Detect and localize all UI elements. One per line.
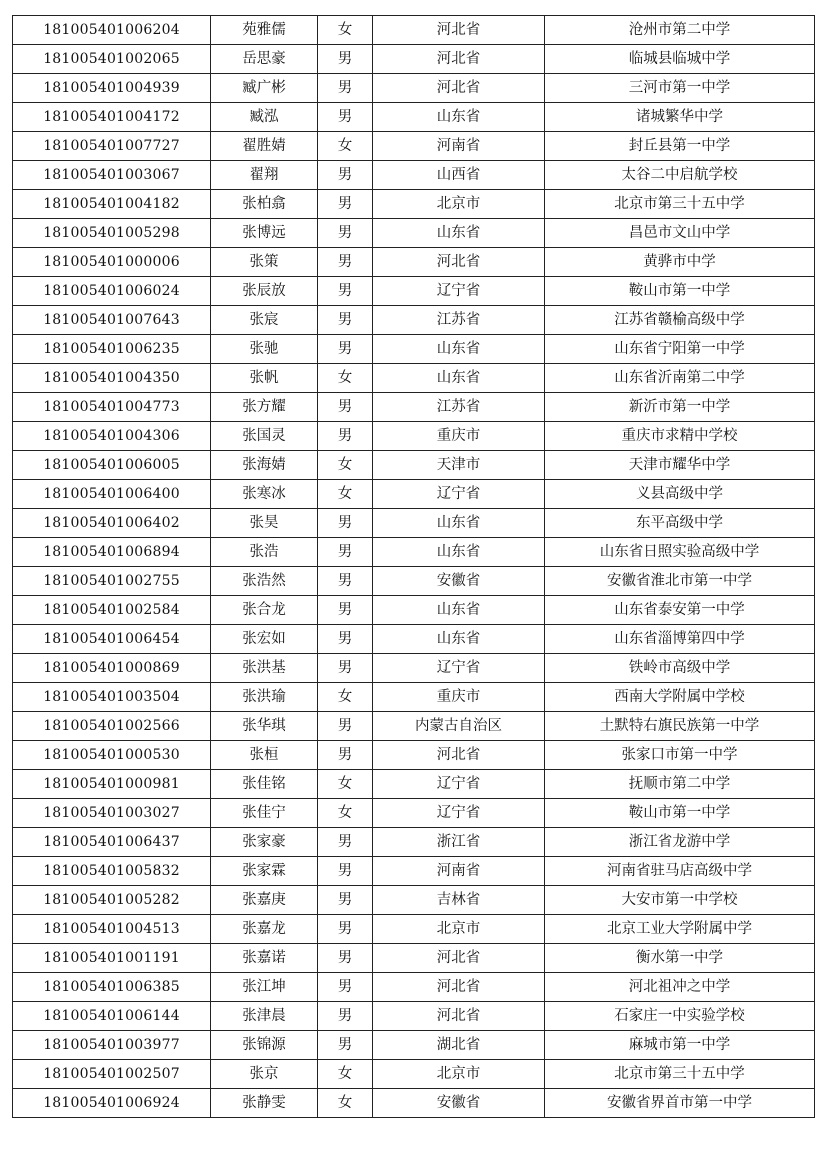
province-cell: 辽宁省 [373, 770, 545, 799]
school-cell: 山东省沂南第二中学 [545, 364, 815, 393]
gender-cell: 男 [318, 596, 373, 625]
gender-cell: 女 [318, 451, 373, 480]
gender-cell: 男 [318, 973, 373, 1002]
province-cell: 江苏省 [373, 393, 545, 422]
student-id-cell: 181005401000869 [13, 654, 211, 683]
student-id-cell: 181005401006005 [13, 451, 211, 480]
table-row [13, 277, 815, 306]
school-cell: 江苏省赣榆高级中学 [545, 306, 815, 335]
student-id-cell: 181005401005832 [13, 857, 211, 886]
student-id-cell: 181005401004172 [13, 103, 211, 132]
student-id-cell: 181005401004513 [13, 915, 211, 944]
school-cell: 土默特右旗民族第一中学 [545, 712, 815, 741]
school-cell: 铁岭市高级中学 [545, 654, 815, 683]
province-cell: 辽宁省 [373, 654, 545, 683]
student-name-cell: 张静雯 [211, 1089, 318, 1118]
gender-cell: 男 [318, 1002, 373, 1031]
table-row [13, 393, 815, 422]
student-name-cell: 张嘉庚 [211, 886, 318, 915]
school-cell: 昌邑市文山中学 [545, 219, 815, 248]
school-cell: 安徽省淮北市第一中学 [545, 567, 815, 596]
student-id-cell: 181005401006454 [13, 625, 211, 654]
school-cell: 三河市第一中学 [545, 74, 815, 103]
gender-cell: 女 [318, 132, 373, 161]
province-cell: 天津市 [373, 451, 545, 480]
student-id-cell: 181005401006924 [13, 1089, 211, 1118]
student-name-cell: 张家霖 [211, 857, 318, 886]
student-name-cell: 岳思豪 [211, 45, 318, 74]
student-name-cell: 张策 [211, 248, 318, 277]
table-row [13, 625, 815, 654]
province-cell: 山东省 [373, 219, 545, 248]
school-cell: 黄骅市中学 [545, 248, 815, 277]
school-cell: 太谷二中启航学校 [545, 161, 815, 190]
province-cell: 安徽省 [373, 1089, 545, 1118]
table-row [13, 1031, 815, 1060]
student-name-cell: 张宏如 [211, 625, 318, 654]
province-cell: 安徽省 [373, 567, 545, 596]
province-cell: 江苏省 [373, 306, 545, 335]
student-id-cell: 181005401007643 [13, 306, 211, 335]
student-name-cell: 张浩 [211, 538, 318, 567]
table-row [13, 161, 815, 190]
table-row [13, 828, 815, 857]
table-row [13, 132, 815, 161]
student-name-cell: 张洪瑜 [211, 683, 318, 712]
school-cell: 西南大学附属中学校 [545, 683, 815, 712]
province-cell: 湖北省 [373, 1031, 545, 1060]
province-cell: 河北省 [373, 741, 545, 770]
province-cell: 河北省 [373, 973, 545, 1002]
gender-cell: 男 [318, 538, 373, 567]
table-row [13, 45, 815, 74]
school-cell: 浙江省龙游中学 [545, 828, 815, 857]
student-id-cell: 181005401000530 [13, 741, 211, 770]
gender-cell: 女 [318, 1060, 373, 1089]
table-row [13, 306, 815, 335]
table-row [13, 915, 815, 944]
school-cell: 鞍山市第一中学 [545, 799, 815, 828]
gender-cell: 男 [318, 103, 373, 132]
student-name-cell: 张家豪 [211, 828, 318, 857]
student-name-cell: 张昊 [211, 509, 318, 538]
table-row [13, 480, 815, 509]
province-cell: 河北省 [373, 944, 545, 973]
table-row [13, 509, 815, 538]
student-id-cell: 181005401006235 [13, 335, 211, 364]
school-cell: 北京市第三十五中学 [545, 190, 815, 219]
school-cell: 安徽省界首市第一中学 [545, 1089, 815, 1118]
school-cell: 重庆市求精中学校 [545, 422, 815, 451]
student-id-cell: 181005401006024 [13, 277, 211, 306]
table-row [13, 567, 815, 596]
table-row [13, 770, 815, 799]
province-cell: 河北省 [373, 74, 545, 103]
province-cell: 北京市 [373, 1060, 545, 1089]
province-cell: 重庆市 [373, 683, 545, 712]
student-id-cell: 181005401003027 [13, 799, 211, 828]
table-row [13, 190, 815, 219]
table-row [13, 596, 815, 625]
school-cell: 山东省日照实验高级中学 [545, 538, 815, 567]
student-id-cell: 181005401002755 [13, 567, 211, 596]
province-cell: 山东省 [373, 103, 545, 132]
gender-cell: 女 [318, 1089, 373, 1118]
gender-cell: 女 [318, 799, 373, 828]
gender-cell: 男 [318, 857, 373, 886]
student-id-cell: 181005401006894 [13, 538, 211, 567]
school-cell: 临城县临城中学 [545, 45, 815, 74]
school-cell: 衡水第一中学 [545, 944, 815, 973]
province-cell: 山西省 [373, 161, 545, 190]
province-cell: 辽宁省 [373, 799, 545, 828]
student-name-cell: 张合龙 [211, 596, 318, 625]
table-row [13, 16, 815, 45]
student-name-cell: 张浩然 [211, 567, 318, 596]
gender-cell: 男 [318, 190, 373, 219]
school-cell: 山东省泰安第一中学 [545, 596, 815, 625]
school-cell: 石家庄一中实验学校 [545, 1002, 815, 1031]
student-id-cell: 181005401002507 [13, 1060, 211, 1089]
gender-cell: 男 [318, 915, 373, 944]
gender-cell: 男 [318, 422, 373, 451]
student-id-cell: 181005401005298 [13, 219, 211, 248]
gender-cell: 女 [318, 480, 373, 509]
gender-cell: 男 [318, 741, 373, 770]
student-name-cell: 翟胜婧 [211, 132, 318, 161]
student-name-cell: 臧广彬 [211, 74, 318, 103]
student-id-cell: 181005401004306 [13, 422, 211, 451]
school-cell: 新沂市第一中学 [545, 393, 815, 422]
student-name-cell: 张嘉龙 [211, 915, 318, 944]
gender-cell: 男 [318, 277, 373, 306]
gender-cell: 男 [318, 654, 373, 683]
school-cell: 封丘县第一中学 [545, 132, 815, 161]
student-id-cell: 181005401004182 [13, 190, 211, 219]
school-cell: 抚顺市第二中学 [545, 770, 815, 799]
student-id-cell: 181005401004939 [13, 74, 211, 103]
school-cell: 麻城市第一中学 [545, 1031, 815, 1060]
student-id-cell: 181005401006385 [13, 973, 211, 1002]
student-id-cell: 181005401004773 [13, 393, 211, 422]
table-row [13, 1089, 815, 1118]
student-id-cell: 181005401006400 [13, 480, 211, 509]
table-row [13, 886, 815, 915]
student-id-cell: 181005401007727 [13, 132, 211, 161]
school-cell: 大安市第一中学校 [545, 886, 815, 915]
table-row [13, 857, 815, 886]
student-id-cell: 181005401006402 [13, 509, 211, 538]
gender-cell: 女 [318, 364, 373, 393]
student-name-cell: 臧泓 [211, 103, 318, 132]
gender-cell: 女 [318, 770, 373, 799]
student-name-cell: 张京 [211, 1060, 318, 1089]
student-name-cell: 张佳铭 [211, 770, 318, 799]
gender-cell: 男 [318, 74, 373, 103]
province-cell: 内蒙古自治区 [373, 712, 545, 741]
table-row [13, 944, 815, 973]
student-id-cell: 181005401004350 [13, 364, 211, 393]
gender-cell: 男 [318, 886, 373, 915]
school-cell: 东平高级中学 [545, 509, 815, 538]
table-row [13, 712, 815, 741]
student-name-cell: 张寒冰 [211, 480, 318, 509]
table-row [13, 799, 815, 828]
province-cell: 河南省 [373, 132, 545, 161]
table-row [13, 103, 815, 132]
province-cell: 山东省 [373, 509, 545, 538]
student-id-cell: 181005401005282 [13, 886, 211, 915]
table-row [13, 1002, 815, 1031]
school-cell: 山东省淄博第四中学 [545, 625, 815, 654]
student-name-cell: 张柏翕 [211, 190, 318, 219]
student-name-cell: 张帆 [211, 364, 318, 393]
table-row [13, 451, 815, 480]
province-cell: 河北省 [373, 248, 545, 277]
school-cell: 天津市耀华中学 [545, 451, 815, 480]
table-row [13, 683, 815, 712]
student-id-cell: 181005401003504 [13, 683, 211, 712]
province-cell: 河北省 [373, 16, 545, 45]
gender-cell: 男 [318, 219, 373, 248]
student-name-cell: 张津晨 [211, 1002, 318, 1031]
table-row [13, 219, 815, 248]
province-cell: 山东省 [373, 335, 545, 364]
province-cell: 山东省 [373, 625, 545, 654]
gender-cell: 男 [318, 828, 373, 857]
province-cell: 河北省 [373, 45, 545, 74]
gender-cell: 男 [318, 1031, 373, 1060]
gender-cell: 男 [318, 45, 373, 74]
school-cell: 义县高级中学 [545, 480, 815, 509]
school-cell: 张家口市第一中学 [545, 741, 815, 770]
student-id-cell: 181005401006437 [13, 828, 211, 857]
student-id-cell: 181005401000981 [13, 770, 211, 799]
province-cell: 河北省 [373, 1002, 545, 1031]
school-cell: 鞍山市第一中学 [545, 277, 815, 306]
gender-cell: 男 [318, 248, 373, 277]
student-id-cell: 181005401001191 [13, 944, 211, 973]
student-name-cell: 张辰放 [211, 277, 318, 306]
student-name-cell: 张江坤 [211, 973, 318, 1002]
table-row [13, 973, 815, 1002]
table-row [13, 654, 815, 683]
student-id-cell: 181005401003977 [13, 1031, 211, 1060]
province-cell: 山东省 [373, 364, 545, 393]
student-name-cell: 张宸 [211, 306, 318, 335]
student-name-cell: 张国灵 [211, 422, 318, 451]
school-cell: 河北祖冲之中学 [545, 973, 815, 1002]
gender-cell: 男 [318, 335, 373, 364]
student-name-cell: 张洪基 [211, 654, 318, 683]
student-name-cell: 张驰 [211, 335, 318, 364]
student-roster-table [12, 15, 815, 1118]
school-cell: 沧州市第二中学 [545, 16, 815, 45]
table-row [13, 248, 815, 277]
student-id-cell: 181005401002584 [13, 596, 211, 625]
student-id-cell: 181005401002065 [13, 45, 211, 74]
province-cell: 山东省 [373, 596, 545, 625]
student-id-cell: 181005401006144 [13, 1002, 211, 1031]
table-row [13, 741, 815, 770]
student-name-cell: 张锦源 [211, 1031, 318, 1060]
province-cell: 吉林省 [373, 886, 545, 915]
gender-cell: 男 [318, 944, 373, 973]
province-cell: 山东省 [373, 538, 545, 567]
student-id-cell: 181005401006204 [13, 16, 211, 45]
gender-cell: 男 [318, 509, 373, 538]
table-row [13, 364, 815, 393]
province-cell: 辽宁省 [373, 480, 545, 509]
table-row [13, 74, 815, 103]
school-cell: 诸城繁华中学 [545, 103, 815, 132]
student-name-cell: 苑雅儒 [211, 16, 318, 45]
student-id-cell: 181005401000006 [13, 248, 211, 277]
table-row [13, 422, 815, 451]
gender-cell: 男 [318, 712, 373, 741]
gender-cell: 男 [318, 567, 373, 596]
student-name-cell: 张方耀 [211, 393, 318, 422]
student-name-cell: 张桓 [211, 741, 318, 770]
table-row [13, 538, 815, 567]
table-row [13, 1060, 815, 1089]
student-name-cell: 张博远 [211, 219, 318, 248]
gender-cell: 女 [318, 16, 373, 45]
student-id-cell: 181005401003067 [13, 161, 211, 190]
gender-cell: 男 [318, 161, 373, 190]
province-cell: 北京市 [373, 190, 545, 219]
gender-cell: 男 [318, 625, 373, 654]
student-name-cell: 张华琪 [211, 712, 318, 741]
school-cell: 北京工业大学附属中学 [545, 915, 815, 944]
province-cell: 辽宁省 [373, 277, 545, 306]
school-cell: 河南省驻马店高级中学 [545, 857, 815, 886]
student-name-cell: 张嘉诺 [211, 944, 318, 973]
roster-body [13, 16, 815, 1118]
province-cell: 浙江省 [373, 828, 545, 857]
student-name-cell: 翟翔 [211, 161, 318, 190]
gender-cell: 男 [318, 306, 373, 335]
student-name-cell: 张佳宁 [211, 799, 318, 828]
province-cell: 重庆市 [373, 422, 545, 451]
province-cell: 北京市 [373, 915, 545, 944]
school-cell: 山东省宁阳第一中学 [545, 335, 815, 364]
school-cell: 北京市第三十五中学 [545, 1060, 815, 1089]
gender-cell: 女 [318, 683, 373, 712]
student-id-cell: 181005401002566 [13, 712, 211, 741]
table-row [13, 335, 815, 364]
province-cell: 河南省 [373, 857, 545, 886]
gender-cell: 男 [318, 393, 373, 422]
student-name-cell: 张海婧 [211, 451, 318, 480]
